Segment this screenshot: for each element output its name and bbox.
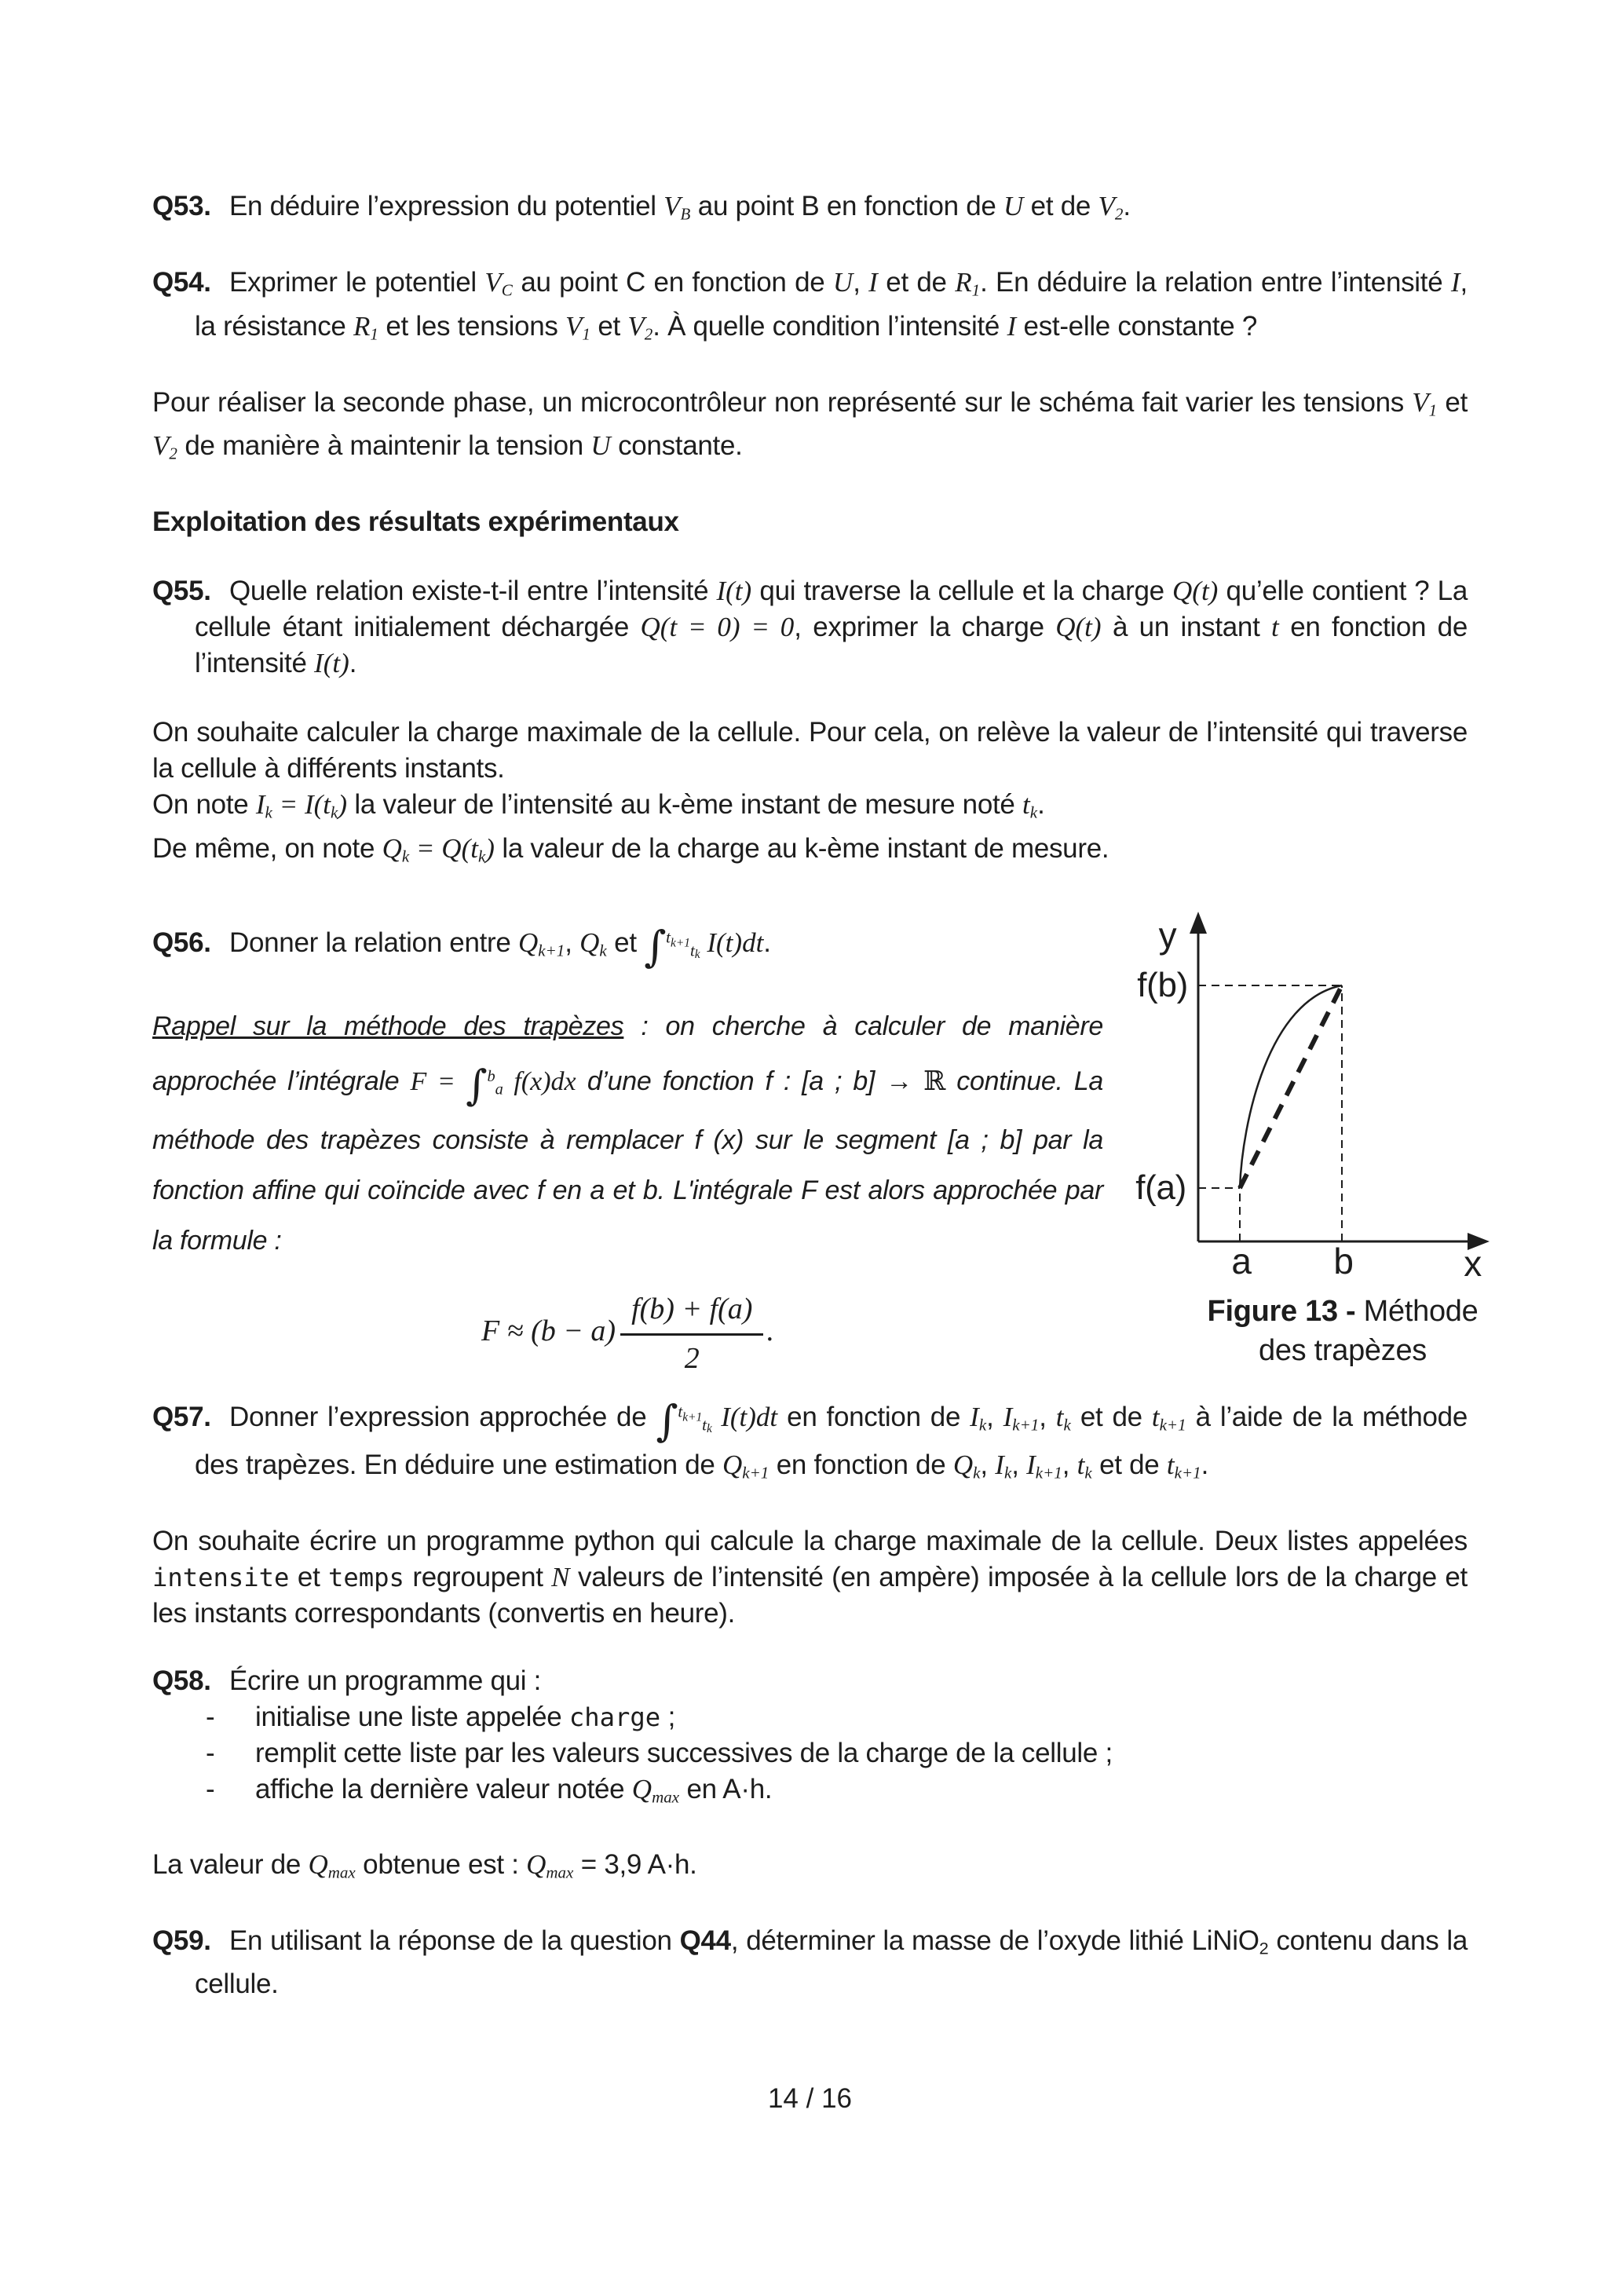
x-axis-label: x: [1464, 1242, 1482, 1276]
formula-fraction: [620, 1289, 763, 1378]
figure-caption-line2: des trapèzes: [1259, 1333, 1427, 1367]
formula-numerator: f(b) + f(a): [620, 1289, 763, 1336]
question-label: Q59.: [152, 1925, 211, 1956]
paragraph-rappel-trapezes: Rappel sur la méthode des trapèzes : on cherche à calculer de manière approchée l’intégrale F = ∫$^b$a f(x)dx d’une fonction f : [a ; b] → ℝ continue. La méthode des trapèzes consiste à remplacer f (x) sur le segment [a ; b] par la fonction affine qui coïncide avec f en a et b. L'intégrale F est alors approchée par la formule :: [152, 1011, 1103, 1256]
figure-caption: [1127, 1292, 1504, 1370]
fa-label: f(a): [1135, 1168, 1186, 1207]
formula-denominator: 2: [684, 1341, 700, 1375]
question-text: En utilisant la réponse de la question Q44, déterminer la masse de l’oxyde lithié LiNiO2 contenu dans la cellule.: [195, 1925, 1468, 2000]
chord-dashed-line: [1240, 985, 1342, 1188]
question-label: Q54.: [152, 267, 211, 298]
question-text: Écrire un programme qui :: [229, 1665, 542, 1697]
question-text: Donner l’expression approchée de $\int^tk+1t_k$ I(t)dt en fonction de Ik, Ik+1, tk et de tk+1 à l’aide de la méthode des trapèzes. En déduire une estimation de Qk+1 en fonction de Qk, Ik, Ik+1, tk et de tk+1.: [195, 1396, 1468, 1483]
y-axis-label: y: [1158, 914, 1177, 956]
question-q53: [152, 188, 1468, 232]
question-text: Quelle relation existe-t-il entre l’intensité I(t) qui traverse la cellule et la charge Q(t) qu’elle contient ? La cellule étant initialement déchargée Q(t = 0) = 0, exprimer la charge Q(t) à un instant t en fonction de l’intensité I(t).: [195, 576, 1468, 679]
question-label: Q57.: [152, 1402, 211, 1433]
question-text: Donner la relation entre Qk+1, Qk et $\int^tk+1t_k$ I(t)dt.: [229, 922, 771, 972]
question-label: Q53.: [152, 191, 211, 221]
paragraph-mesures: [152, 715, 1468, 874]
q58-bullet-3: [195, 1771, 1468, 1815]
bullet-dash: -: [206, 1702, 215, 1733]
figure-caption-number: Figure 13 -: [1207, 1294, 1356, 1328]
question-text: Exprimer le potentiel VC au point C en fonction de U, I et de R1. En déduire la relation entre l’intensité I, la résistance R1 et les tensions V1 et V2. À quelle condition l’intensité I est-elle constante ?: [195, 267, 1468, 343]
question-q57: [152, 1394, 1468, 1491]
figure-section: [152, 907, 1482, 1378]
figure-13: [1127, 907, 1504, 1370]
mesures-line-1: On souhaite calculer la charge maximale de la cellule. Pour cela, on relève la valeur de l’intensité qui traverse la cellule à différents instants.: [152, 717, 1468, 784]
question-q55: [152, 573, 1468, 682]
bullet-text: affiche la dernière valeur notée Qmax en A·h.: [255, 1774, 773, 1807]
b-label: b: [1333, 1240, 1354, 1276]
paragraph-python: On souhaite écrire un programme python qui calcule la charge maximale de la cellule. Deux listes appelées intensite et temps regroupent N valeurs de l’intensité (en ampère) imposée à la cellule lors de la charge et les instants correspondants (convertis en heure).: [152, 1526, 1468, 1629]
q58-bullet-2: [195, 1735, 1468, 1771]
bullet-text: initialise une liste appelée charge ;: [255, 1702, 676, 1733]
fb-label: f(b): [1137, 965, 1188, 1004]
formula-prefix: F ≈ (b − a): [481, 1314, 616, 1347]
question-q59: [152, 1923, 1468, 2002]
question-label: Q56.: [152, 927, 211, 959]
mesures-line-3: De même, on note Qk = Q(tk) la valeur de la charge au k-ème instant de mesure.: [152, 832, 1109, 865]
y-axis-arrow: [1190, 912, 1207, 934]
q58-bullet-1: [195, 1699, 1468, 1735]
question-q58: [152, 1663, 1468, 1815]
page-number: 14 / 16: [767, 2083, 853, 2115]
a-label: a: [1231, 1240, 1252, 1276]
question-q54: [152, 265, 1468, 352]
trapezoid-method-graph: [1127, 907, 1504, 1276]
bullet-dash: -: [206, 1738, 215, 1769]
question-label: Q55.: [152, 576, 211, 607]
bullet-dash: -: [206, 1774, 215, 1805]
figure-caption-title: Méthode: [1355, 1294, 1479, 1328]
bullet-text: remplit cette liste par les valeurs successives de la charge de la cellule ;: [255, 1738, 1113, 1769]
question-text: En déduire l’expression du potentiel VB au point B en fonction de U et de V2.: [229, 191, 1131, 224]
mesures-line-2: On note Ik = I(tk) la valeur de l’intensité au k-ème instant de mesure noté tk.: [152, 789, 1045, 822]
formula-suffix: .: [766, 1314, 774, 1347]
section-heading: Exploitation des résultats expérimentaux: [152, 506, 679, 538]
paragraph-qmax-result: La valeur de Qmax obtenue est : Qmax = 3,9 A·h.: [152, 1848, 697, 1881]
paragraph-seconde-phase: Pour réaliser la seconde phase, un microcontrôleur non représenté sur le schéma fait varier les tensions V1 et V2 de manière à maintenir la tension U constante.: [152, 386, 1468, 463]
question-label: Q58.: [152, 1665, 211, 1697]
